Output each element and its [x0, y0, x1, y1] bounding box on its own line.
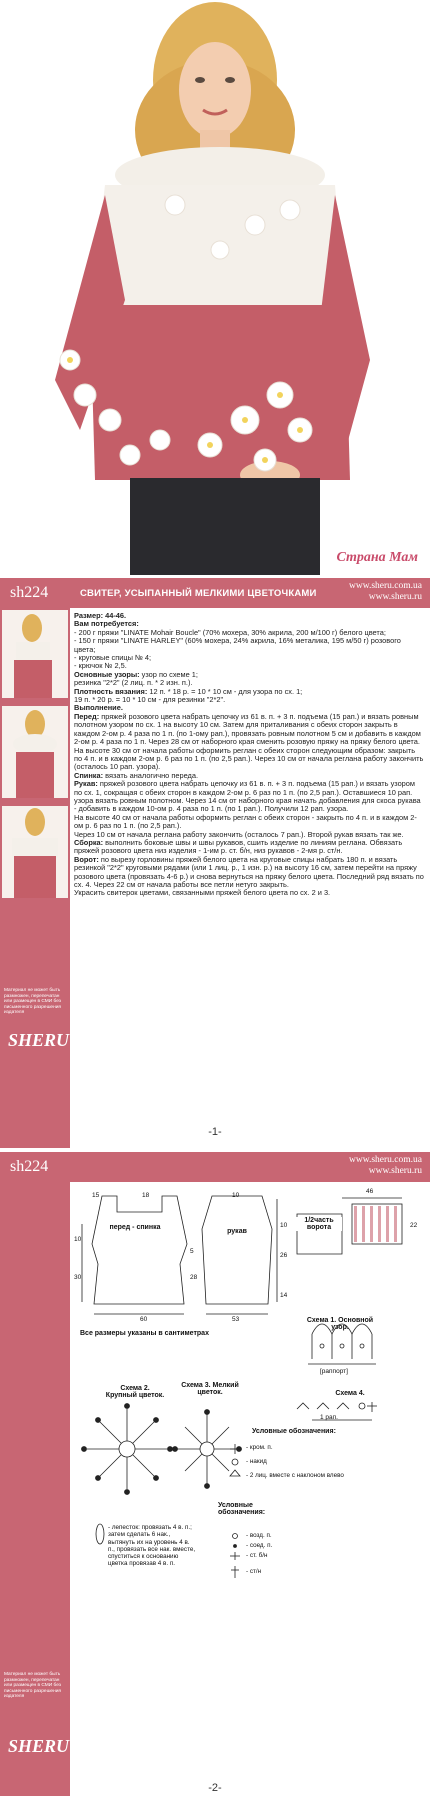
site-url-1[interactable]: www.sheru.com.ua — [349, 581, 422, 591]
line: На высоте 30 см от начала работы оформить реглан с обеих сторон следующим образом: закрыть по 4 п. и в каждом 2-ом р. 6 раз по 1 п. (по 2,5 рап.). Через 10 см от начала реглана работу закончить (осталось 10 рап. узора). — [74, 745, 424, 772]
scheme-2-title: Схема 2. Крупный цветок. — [105, 1385, 165, 1399]
scheme-1-rapport: [раппорт] — [320, 1368, 348, 1375]
line: Плотность вязания: 12 п. * 18 р. = 10 * 10 см - для узора по сх. 1; — [74, 686, 303, 696]
sweater-photo-image — [0, 0, 430, 575]
legend-2-item: - ст. б/н — [246, 1552, 268, 1559]
line: Через 10 см от начала реглана работу закончить (осталось 7 рап.). Второй рукав вязать так же. — [74, 829, 404, 839]
line: Рукав: пряжей розового цвета набрать цепочку из 61 в. п. + 3 п. подъема (15 рап.) и вязать узором по сх. 1, сокращая с обеих сторон в каждом 2-ом р. 6 раз по 1 п. (по 2,5 рап.). Оставшиеся 10 рап. узора вязать ровным полотном. Через 14 см от наборного края начать добавления для скоса рукава - добавить в каждом 10-ом р. 4 раза по 1 п. (по 1 рап.). Получили 12 рап. узора. — [74, 779, 421, 814]
line: 19 п. * 20 р. = 10 * 10 см - для резинки "2*2". — [74, 695, 226, 705]
page-2-header — [0, 1152, 430, 1182]
dim-bottom: 60 — [140, 1316, 148, 1323]
line: - 150 г пряжи "LINATE HARLEY" (60% мохера, 24% акрила, 16% металика, 195 м/50 г) розового цвета; — [74, 636, 401, 654]
url-block — [349, 1155, 422, 1177]
dim-left2: 30 — [74, 1274, 82, 1281]
petal-note: - лепесток: провязать 4 в. п.; затем сделать 6 нак., вытянуть их на уровень 4 в. п., провязать все нак. вместе, спуститься к основанию цветка провязав 4 в. п. — [108, 1524, 196, 1568]
front-back-label: перед - спинка — [109, 1224, 161, 1231]
legend-1-item: - накид — [246, 1458, 267, 1465]
url-block — [349, 581, 422, 603]
page-2-sidebar — [0, 1182, 70, 1796]
pattern-code: sh224 — [10, 1158, 49, 1175]
thumbnail-photos — [2, 610, 68, 900]
line: резинка "2*2" (2 лиц. п. * 2 изн. п.). — [74, 678, 193, 688]
sleeve-dim-r2: 26 — [280, 1252, 288, 1259]
scheme-2-chart — [82, 1404, 173, 1495]
sleeve-dim-r3: 14 — [280, 1292, 288, 1299]
dim-side: 5 — [190, 1248, 194, 1255]
scheme-3-title: Схема 3. Мелкий цветок. — [181, 1382, 239, 1396]
legend-2-item: - ст/н — [246, 1568, 262, 1575]
front-back-shape — [92, 1196, 187, 1304]
line: Сборка: выполнить боковые швы и швы рукавов, сшить изделие по линиям реглана. Обвязать пряжей розового цвета низ изделия - 1-им р. ст. б/н, низ рукавов - 2-мя р. ст/н. — [74, 837, 403, 856]
model-photo — [0, 0, 430, 575]
sleeve-shape — [202, 1196, 272, 1304]
legend-1-item: - кром. п. — [246, 1444, 273, 1451]
dim-top2: 18 — [142, 1192, 150, 1199]
collar-dim-right: 22 — [410, 1222, 418, 1229]
sleeve-dim-bottom: 53 — [232, 1316, 240, 1323]
pattern-code: sh224 — [10, 584, 49, 601]
line: Размер: 44-46. — [74, 611, 127, 620]
site-url-1[interactable]: www.sheru.com.ua — [349, 1155, 422, 1165]
line: Спинка: вязать аналогично переда. — [74, 770, 198, 780]
all-sizes-note: Все размеры указаны в сантиметрах — [80, 1330, 209, 1337]
dim-top: 15 — [92, 1192, 100, 1199]
line: На высоте 40 см от начала работы оформить реглан с обеих сторон - закрыть по 4 п. и в каждом 2-ом р. 6 раз по 1 п. (по 2,5 рап.). — [74, 812, 417, 831]
page-1-header — [0, 578, 430, 608]
line: Основные узоры: узор по схеме 1; — [74, 669, 198, 679]
sleeve-dim-r1: 10 — [280, 1222, 288, 1229]
legend-1-item: - 2 лиц. вместе с наклоном влево — [246, 1472, 344, 1479]
legend-1-symbols — [230, 1444, 240, 1476]
dim-right: 28 — [190, 1274, 198, 1281]
line: - круговые спицы № 4; — [74, 653, 152, 663]
page-1 — [0, 578, 430, 1148]
watermark: Страна Мам — [336, 550, 418, 565]
page-number: -2- — [208, 1782, 222, 1794]
site-url-2[interactable]: www.sheru.ru — [368, 1166, 422, 1176]
copyright-note: Материал не может быть размножен, перепечатан или размещен в СМИ без письменного разрешения издателя — [4, 1672, 62, 1699]
legend-2-item: - соед. п. — [246, 1542, 273, 1549]
line: - крючок № 2,5. — [74, 661, 127, 671]
dim-left1: 10 — [74, 1236, 82, 1243]
scheme-4-title: Схема 4. — [335, 1390, 365, 1397]
line: Выполнение. — [74, 703, 123, 713]
legend-1-title: Условные обозначения: — [252, 1428, 336, 1435]
collar-dim-top: 46 — [366, 1188, 374, 1195]
page-number: -1- — [208, 1126, 222, 1138]
legend-2-item: - возд. п. — [246, 1532, 272, 1539]
line: Украсить свитерок цветами, связанными пряжей белого цвета по сх. 2 и 3. — [74, 888, 331, 898]
pattern-title: СВИТЕР, УСЫПАННЫЙ МЕЛКИМИ ЦВЕТОЧКАМИ — [80, 588, 317, 599]
line: Перед: пряжей розового цвета набрать цепочку из 61 в. п. + 3 п. подъема (15 рап.) и вязать ровным полотном узором по сх. 1 на высоту 10 см. Затем для приталивания с обеих сторон закрыть в каждом 2-ом р. 4 раза по 1 п. (по 1-ому рап.), провязать ровным полотном 5 см и добавить в каждом 2-ом р. 4 раза по 1 п. Через 28 см от наборного края сменить розовую пряжу на пряжу белого цвета. — [74, 711, 421, 747]
scheme-4-rapport: 1 рап. — [320, 1414, 338, 1421]
legend-2-title: Условные обозначения: — [218, 1502, 266, 1516]
line: Вам потребуется: — [74, 619, 139, 629]
collar-label: 1/2часть ворота — [296, 1217, 342, 1231]
scheme-1-title: Схема 1. Основной узор. — [306, 1317, 374, 1331]
instructions-text — [74, 612, 424, 898]
brand-logo: SHERU — [8, 1030, 70, 1050]
copyright-note: Материал не может быть размножен, перепечатан или размещен в СМИ без письменного разрешения издателя — [4, 988, 62, 1015]
brand-logo: SHERU — [8, 1736, 70, 1756]
line: Ворот: по вырезу горловины пряжей белого цвета на круговые спицы набрать 180 п. и вязать резинкой "2*2" круговыми рядами (или 1 лиц. р., 1 изн. р.) на высоту 16 см, затем перейти на пряжу розового цвета (провязать 4-6 р.) и снова вернуться на пряжу белого цвета. Последний ряд вязать по сх. 4. Через 22 см от начала работы все петли нетуго закрыть. — [74, 854, 424, 889]
page-2 — [0, 1152, 430, 1796]
sleeve-label: рукав — [227, 1228, 247, 1235]
line: - 200 г пряжи "LINATE Mohair Boucle" (70% мохера, 30% акрила, 200 м/100 г) белого цвета; — [74, 627, 386, 637]
site-url-2[interactable]: www.sheru.ru — [368, 592, 422, 602]
sleeve-dim-top: 10 — [232, 1192, 240, 1199]
